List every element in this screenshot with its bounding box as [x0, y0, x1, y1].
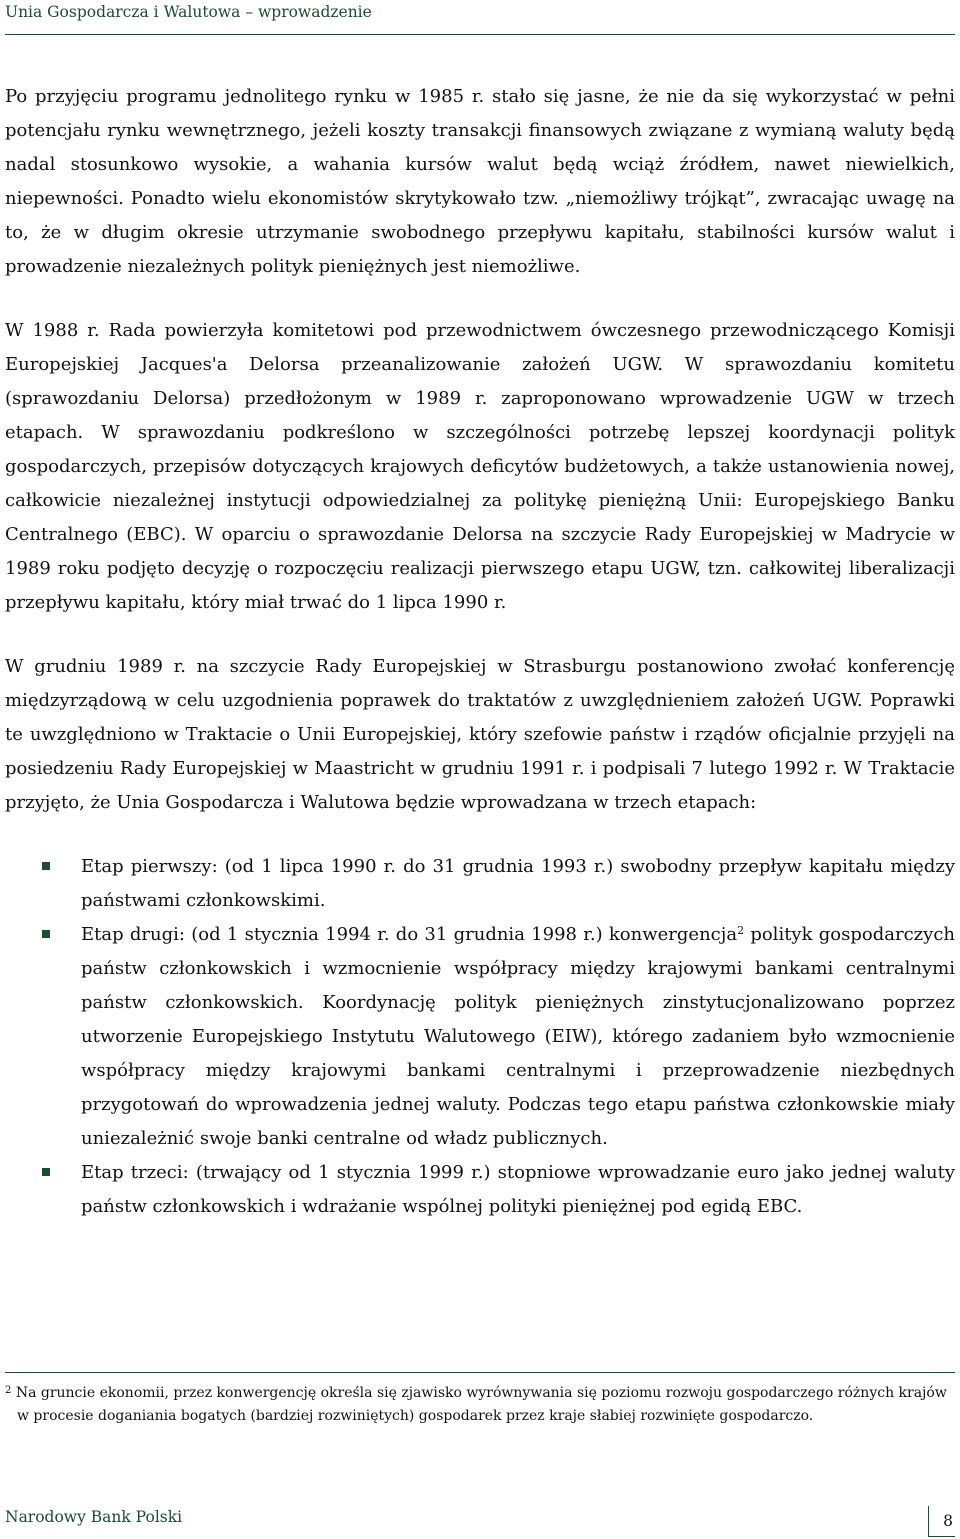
publisher-name: Narodowy Bank Polski: [5, 1508, 183, 1526]
page-number: 8: [928, 1506, 955, 1537]
stage-item-3: [5, 1156, 955, 1224]
paragraph-2: W 1988 r. Rada powierzyła komitetowi pod przewodnictwem ówczesnego przewodniczącego Komisji Europejskiej Jacques'a Delorsa przeanalizowanie założeń UGW. W sprawozdaniu komitetu (sprawozdaniu Delorsa) przedłożonym w 1989 r. zaproponowano wprowadzenie UGW w trzech etapach. W sprawozdaniu podkreślono w szczególności potrzebę lepszej koordynacji polityk gospodarczych, przepisów dotyczących krajowych deficytów budżetowych, a także ustanowienia nowej, całkowicie niezależnej instytucji odpowiedzialnej za politykę pieniężną Unii: Europejskiego Banku Centralnego (EBC). W oparciu o sprawozdanie Delorsa na szczycie Rady Europejskiej w Madrycie w 1989 roku podjęto decyzję o rozpoczęciu realizacji pierwszego etapu UGW, tzn. całkowitej liberalizacji przepływu kapitału, który miał trwać do 1 lipca 1990 r.: [5, 320, 955, 613]
footnote-number: 2: [5, 1385, 12, 1396]
stage-item-1: [5, 850, 955, 918]
square-bullet-icon: [42, 1168, 50, 1176]
paragraph-3: W grudniu 1989 r. na szczycie Rady Europejskiej w Strasburgu postanowiono zwołać konferencję międzyrządową w celu uzgodnienia poprawek do traktatów z uwzględnieniem założeń UGW. Poprawki te uwzględniono w Traktacie o Unii Europejskiej, który szefowie państw i rządów oficjalnie przyjęli na posiedzeniu Rady Europejskiej w Maastricht w grudniu 1991 r. i podpisali 7 lutego 1992 r. W Traktacie przyjęto, że Unia Gospodarcza i Walutowa będzie wprowadzana w trzech etapach:: [5, 656, 955, 813]
stage-item-2: [5, 918, 955, 1156]
square-bullet-icon: [42, 930, 50, 938]
paragraph-1: Po przyjęciu programu jednolitego rynku w 1985 r. stało się jasne, że nie da się wykorzystać w pełni potencjału rynku wewnętrznego, jeżeli koszty transakcji finansowych związane z wymianą waluty będą nadal stosunkowo wysokie, a wahania kursów walut będą wciąż źródłem, nawet niewielkich, niepewności. Ponadto wielu ekonomistów skrytykowało tzw. „niemożliwy trójkąt”, zwracając uwagę na to, że w długim okresie utrzymanie swobodnego przepływu kapitału, stabilności kursów walut i prowadzenie niezależnych polityk pieniężnych jest niemożliwe.: [5, 86, 955, 277]
footnote-reference[interactable]: 2: [737, 924, 745, 937]
footnote-divider: [5, 1372, 955, 1373]
page-header: [5, 0, 955, 35]
square-bullet-icon: [42, 862, 50, 870]
main-content: [5, 80, 955, 1224]
stage-text: Etap trzeci: (trwający od 1 stycznia 1999 r.) stopniowe wprowadzanie euro jako jednej waluty państw członkowskich i wdrażanie wspólnej polityki pieniężnej pod egidą EBC.: [81, 1162, 955, 1217]
stage-text: Etap pierwszy: (od 1 lipca 1990 r. do 31 grudnia 1993 r.) swobodny przepływ kapitału między państwami członkowskimi.: [81, 856, 955, 911]
stage-text-after: polityk gospodarczych państw członkowskich i wzmocnienie współpracy między krajowymi bankami centralnymi państw członkowskich. Koordynację polityk pieniężnych zinstytucjonalizowano poprzez utworzenie Europejskiego Instytutu Walutowego (EIW), którego zadaniem było wzmocnienie współpracy między krajowymi bankami centralnymi i przeprowadzenie niezbędnych przygotowań do wprowadzenia jednej waluty. Podczas tego etapu państwa członkowskie miały uniezależnić swoje banki centralne od władz publicznych.: [81, 924, 955, 1149]
stage-text-before: Etap drugi: (od 1 stycznia 1994 r. do 31 grudnia 1998 r.) konwergencja: [81, 924, 738, 945]
footnote-text: Na gruncie ekonomii, przez konwergencję określa się zjawisko wyrównywania się poziomu rozwoju gospodarczego różnych krajów w procesie doganiania bogatych (bardziej rozwiniętych) gospodarek przez kraje słabiej rozwinięte gospodarczo.: [11, 1385, 947, 1424]
header-title: Unia Gospodarcza i Walutowa – wprowadzenie: [5, 3, 372, 21]
footnote: [5, 1382, 960, 1428]
stages-list: [5, 850, 955, 1224]
